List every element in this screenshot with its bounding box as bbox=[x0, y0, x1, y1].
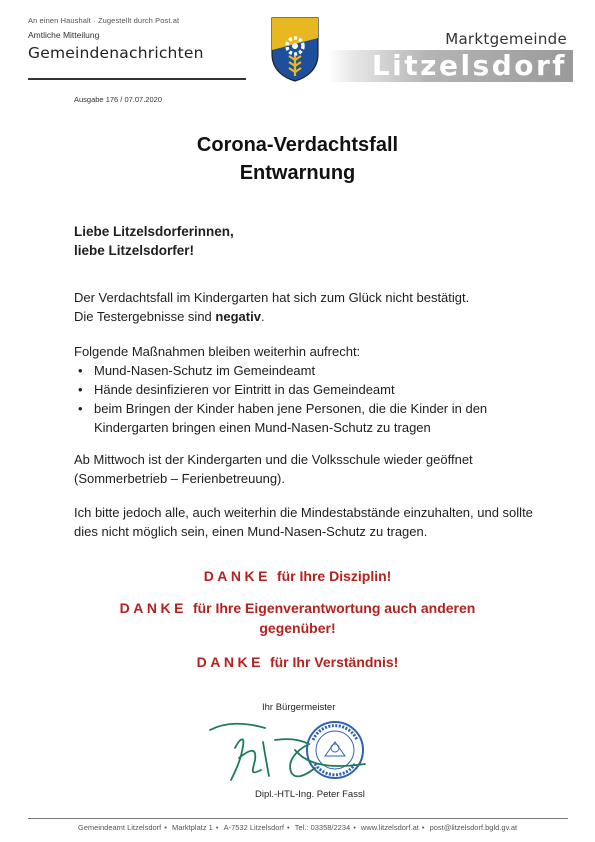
footer-address: Marktplatz 1 bbox=[171, 823, 213, 832]
newsletter-title: Gemeindenachrichten bbox=[28, 44, 204, 62]
paragraph-measures-intro: Folgende Maßnahmen bleiben weiterhin aufrecht: bbox=[74, 344, 361, 359]
thanks-line-2 bbox=[0, 598, 595, 638]
salutation bbox=[74, 222, 554, 260]
result-text: Die Testergebnisse sind bbox=[74, 309, 212, 324]
mayor-name: Dipl.-HTL-Ing. Peter Fassl bbox=[255, 789, 365, 800]
footer-phone: Tel.: 03358/2234 bbox=[294, 823, 351, 832]
paragraph-result bbox=[74, 288, 554, 326]
footer-rule bbox=[28, 818, 568, 819]
thanks-keyword: DANKE bbox=[203, 568, 271, 584]
thanks-keyword: DANKE bbox=[119, 600, 187, 616]
mayor-role: Ihr Bürgermeister bbox=[262, 702, 336, 713]
footer-office: Gemeindeamt Litzelsdorf bbox=[77, 823, 162, 832]
municipality-block bbox=[328, 30, 573, 82]
list-item: • beim Bringen der Kinder haben jene Personen, die die Kinder in den Kindergarten bringen einen Mund-Nasen-Schutz zu tragen bbox=[74, 399, 554, 437]
official-seal-icon bbox=[307, 722, 363, 778]
list-item: • Hände desinfizieren vor Eintritt in das Gemeindeamt bbox=[74, 380, 554, 399]
headline-line-1: Corona-Verdachtsfall bbox=[196, 134, 399, 156]
thanks-line-1 bbox=[0, 566, 595, 586]
salutation-line-1: Liebe Litzelsdorferinnen, bbox=[74, 224, 234, 239]
postal-line: An einen Haushalt · Zugestellt durch Post.at bbox=[28, 16, 180, 25]
footer-web-link[interactable]: www.litzelsdorf.at bbox=[360, 823, 419, 832]
thanks-keyword: DANKE bbox=[196, 654, 264, 670]
measures-list bbox=[74, 361, 554, 437]
salutation-line-2: liebe Litzelsdorfer! bbox=[74, 243, 195, 258]
header-left bbox=[28, 16, 238, 62]
result-period: . bbox=[260, 309, 265, 324]
coat-of-arms-icon bbox=[270, 16, 320, 82]
paragraph-result-line-2 bbox=[74, 307, 554, 326]
footer-contact: Gemeindeamt Litzelsdorf • Marktplatz 1 • A-7532 Litzelsdorf • Tel.: 03358/2234 • www.litzelsdorf.at • post@litzelsdorf.bgld.gv.at bbox=[77, 823, 518, 832]
thanks-text-3: für Ihr Verständnis! bbox=[269, 654, 399, 670]
thanks-line-3 bbox=[0, 652, 595, 672]
paragraph-reopening: Ab Mittwoch ist der Kindergarten und die Volksschule wieder geöffnet (Sommerbetrieb – Ferienbetreuung). bbox=[74, 452, 473, 486]
headline-line-2: Entwarnung bbox=[239, 162, 356, 184]
municipality-name: Litzelsdorf bbox=[371, 49, 567, 82]
issue-number: Ausgabe 176 / 07.07.2020 bbox=[74, 95, 162, 104]
footer-postcode: A-7532 Litzelsdorf bbox=[223, 823, 285, 832]
paragraph-appeal: Ich bitte jedoch alle, auch weiterhin die Mindestabstände einzuhalten, und sollte dies nicht möglich sein, einen Mund-Nasen-Schutz zu tragen. bbox=[74, 505, 533, 539]
list-item: • Mund-Nasen-Schutz im Gemeindeamt bbox=[74, 361, 554, 380]
paragraph-result-line-1: Der Verdachtsfall im Kindergarten hat sich zum Glück nicht bestätigt. bbox=[74, 290, 470, 305]
thanks-text-2: für Ihre Eigenverantwortung auch anderen gegenüber! bbox=[192, 600, 476, 636]
result-negative: negativ bbox=[215, 309, 261, 324]
official-notice: Amtliche Mitteilung bbox=[28, 30, 100, 40]
municipality-type: Marktgemeinde bbox=[445, 30, 567, 48]
thanks-text-1: für Ihre Disziplin! bbox=[276, 568, 392, 584]
municipality-banner bbox=[328, 50, 573, 82]
signature-with-seal bbox=[205, 710, 395, 790]
header-rule bbox=[28, 78, 246, 80]
footer-email-link[interactable]: post@litzelsdorf.bgld.gv.at bbox=[429, 823, 518, 832]
